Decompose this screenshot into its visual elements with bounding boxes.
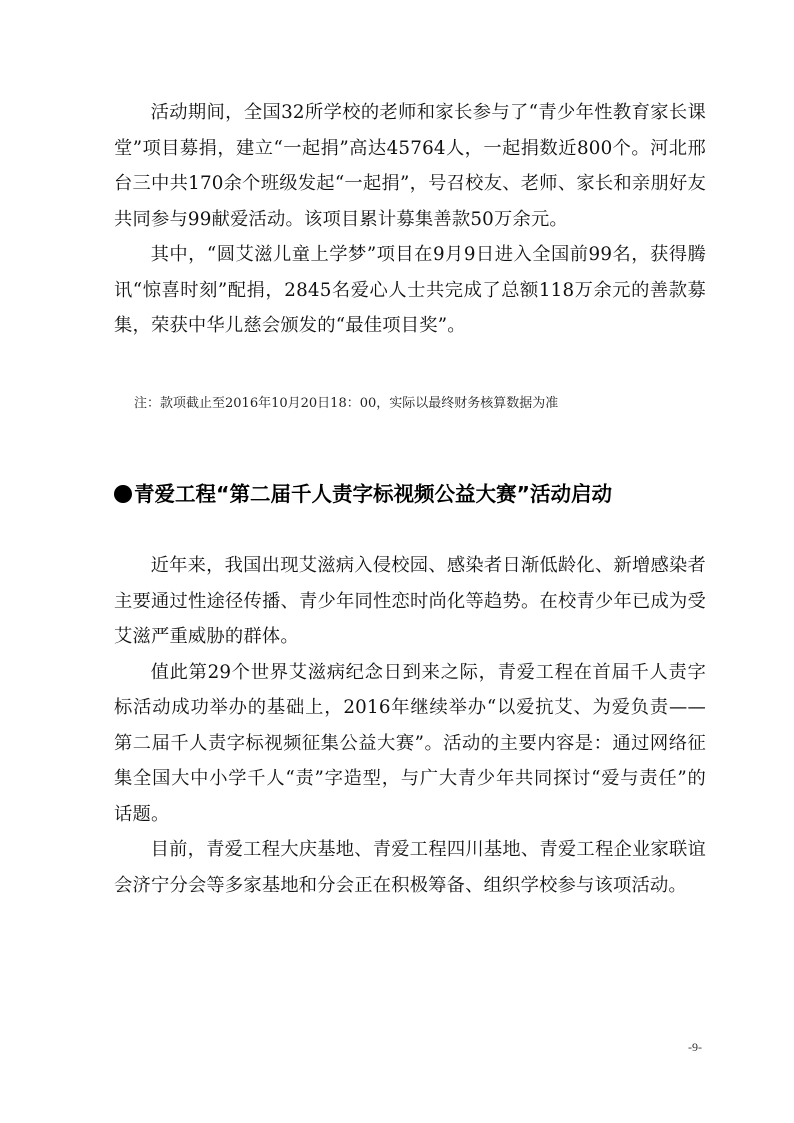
body-paragraph: 值此第29个世界艾滋病纪念日到来之际，青爱工程在首届千人责字标活动成功举办的基础上，2016年继续举办“以爱抗艾、为爱负责——第二届千人责字标视频征集公益大赛”。活动的主要内容是：通过网络征集全国大中小学千人“责”字造型，与广大青少年共同探讨“爱与责任”的话题。 [114,661,706,825]
bullet-icon [114,485,132,503]
body-paragraph: 活动期间，全国32所学校的老师和家长参与了“青少年性教育家长课堂”项目募捐，建立“一起捐”高达45764人，一起捐数近800个。河北邢台三中共170余个班级发起“一起捐”，号召校友、老师、家长和亲朋好友共同参与99献爱活动。该项目累计募集善款50万余元。 [114,102,706,230]
section-heading-text: 青爱工程“第二届千人责字标视频公益大赛”活动启动 [134,482,612,506]
data-cutoff-note: 注：款项截止至2016年10月20日18：00，实际以最终财务核算数据为准 [134,396,559,411]
fundraising-summary-section [114,95,706,344]
page-number: -9- [688,1040,702,1054]
campaign-launch-section [114,548,706,903]
body-paragraph: 近年来，我国出现艾滋病入侵校园、感染者日渐低龄化、新增感染者主要通过性途径传播、青少年同性恋时尚化等趋势。在校青少年已成为受艾滋严重威胁的群体。 [114,555,706,647]
body-paragraph: 其中，“圆艾滋儿童上学梦”项目在9月9日进入全国前99名，获得腾讯“惊喜时刻”配捐，2845名爱心人士共完成了总额118万余元的善款募集，荣获中华儿慈会颁发的“最佳项目奖”。 [114,244,706,336]
body-paragraph: 目前，青爱工程大庆基地、青爱工程四川基地、青爱工程企业家联谊会济宁分会等多家基地和分会正在积极筹备、组织学校参与该项活动。 [114,839,706,896]
section-heading [114,480,612,508]
